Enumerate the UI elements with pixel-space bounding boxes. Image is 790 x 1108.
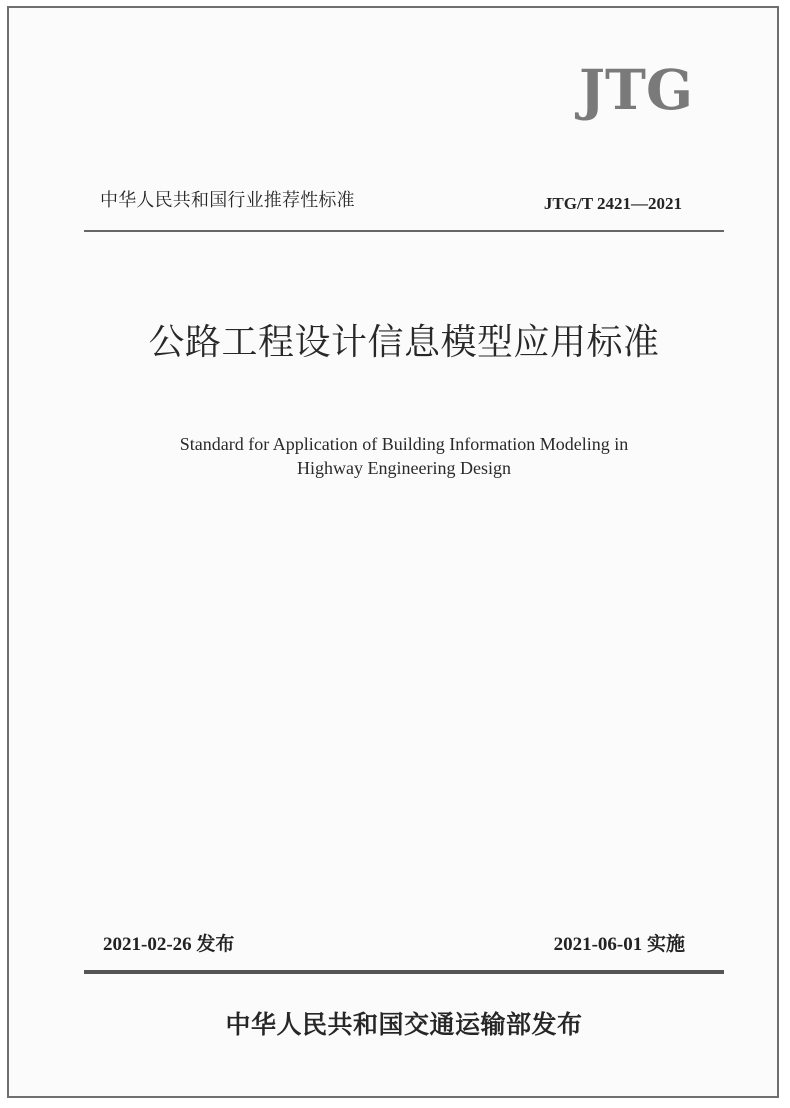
english-title-line-2: Highway Engineering Design xyxy=(297,458,511,478)
jtg-logo: JTG xyxy=(579,57,693,122)
top-divider xyxy=(84,230,724,232)
english-title xyxy=(129,432,679,480)
english-title-line-1: Standard for Application of Building Information Modeling in xyxy=(179,434,629,454)
release-date: 2021-02-26 发布 xyxy=(103,934,235,955)
cover-page xyxy=(7,6,779,1098)
chinese-title: 公路工程设计信息模型应用标准 xyxy=(148,322,660,363)
standard-number: JTG/T 2421—2021 xyxy=(543,194,682,213)
bottom-divider xyxy=(84,970,724,974)
publisher: 中华人民共和国交通运输部发布 xyxy=(225,1010,583,1039)
implementation-date: 2021-06-01 实施 xyxy=(553,934,685,955)
standard-category: 中华人民共和国行业推荐性标准 xyxy=(100,190,355,211)
